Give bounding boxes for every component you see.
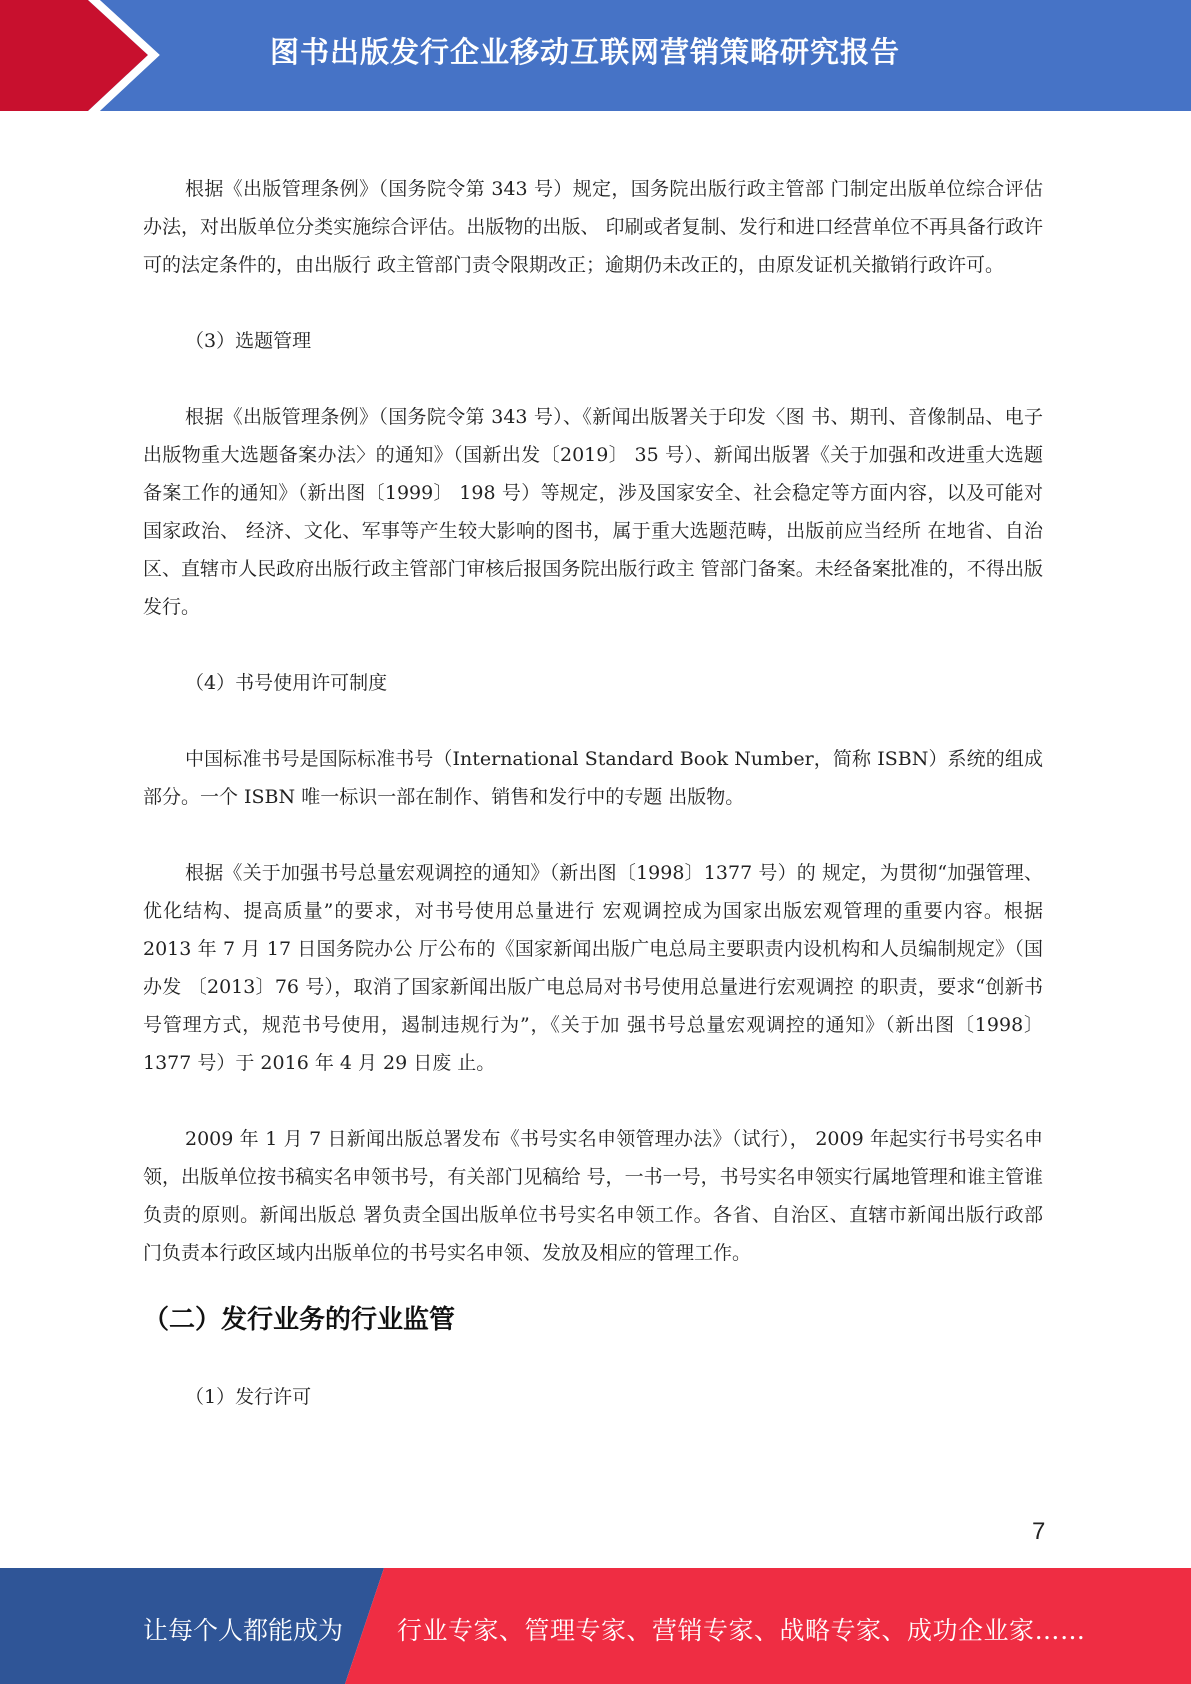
paragraph-1: 根据《出版管理条例》（国务院令第 343 号）规定，国务院出版行政主管部 门制定出版单位综合评估办法，对出版单位分类实施综合评估。出版物的出版、 印刷或者复制、发行和进口经营单位不再具备行政许可的法定条件的，由出版行 政主管部门责令限期改正；逾期仍未改正的，由原发证机关撤销行政许可。 (143, 178, 1043, 276)
paragraph-5: 2009 年 1 月 7 日新闻出版总署发布《书号实名申领管理办法》（试行）， 2009 年起实行书号实名申领，出版单位按书稿实名申领书号，有关部门见稿给 号，一书一号，书号实名申领实行属地管理和谁主管谁负责的原则。新闻出版总 署负责全国出版单位书号实名申领工作。各省、自治区、直辖市新闻出版行政部 门负责本行政区域内出版单位的书号实名申领、发放及相应的管理工作。 (143, 1128, 1043, 1264)
footer-slogan-right: 行业专家、管理专家、营销专家、战略专家、成功企业家…… (397, 1616, 1086, 1645)
paragraph-3: 中国标准书号是国际标准书号（International Standard Book Number，简称 ISBN）系统的组成部分。一个 ISBN 唯一标识一部在制作、销售和发行中的专题 出版物。 (143, 748, 1043, 808)
subheading-3: （3）选题管理 (185, 330, 312, 352)
section-heading: （二）发行业务的行业监管 (143, 1305, 456, 1335)
header-title: 图书出版发行企业移动互联网营销策略研究报告 (270, 35, 901, 69)
subheading-4: （4）书号使用许可制度 (185, 672, 388, 694)
document-body (143, 170, 1043, 1416)
page-number: 7 (1032, 1518, 1046, 1545)
footer-slogan-left: 让每个人都能成为 (143, 1616, 344, 1645)
page-footer (0, 1568, 1191, 1684)
subheading-1: （1）发行许可 (185, 1386, 312, 1408)
page-header (0, 0, 1191, 111)
paragraph-4: 根据《关于加强书号总量宏观调控的通知》（新出图〔1998〕1377 号）的 规定，为贯彻“加强管理、优化结构、提高质量”的要求，对书号使用总量进行 宏观调控成为国家出版宏观管理的重要内容。根据 2013 年 7 月 17 日国务院办公 厅公布的《国家新闻出版广电总局主要职责内设机构和人员编制规定》（国办发 〔2013〕76 号），取消了国家新闻出版广电总局对书号使用总量进行宏观调控 的职责，要求“创新书号管理方式，规范书号使用，遏制违规行为”，《关于加 强书号总量宏观调控的通知》（新出图〔1998〕1377 号）于 2016 年 4 月 29 日废 止。 (143, 862, 1043, 1074)
paragraph-2: 根据《出版管理条例》（国务院令第 343 号）、《新闻出版署关于印发〈图 书、期刊、音像制品、电子出版物重大选题备案办法〉的通知》（国新出发〔2019〕 35 号）、新闻出版署《关于加强和改进重大选题备案工作的通知》（新出图〔1999〕 198 号）等规定，涉及国家安全、社会稳定等方面内容，以及可能对国家政治、 经济、文化、军事等产生较大影响的图书，属于重大选题范畴，出版前应当经所 在地省、自治区、直辖市人民政府出版行政主管部门审核后报国务院出版行政主 管部门备案。未经备案批准的，不得出版发行。 (143, 406, 1043, 618)
